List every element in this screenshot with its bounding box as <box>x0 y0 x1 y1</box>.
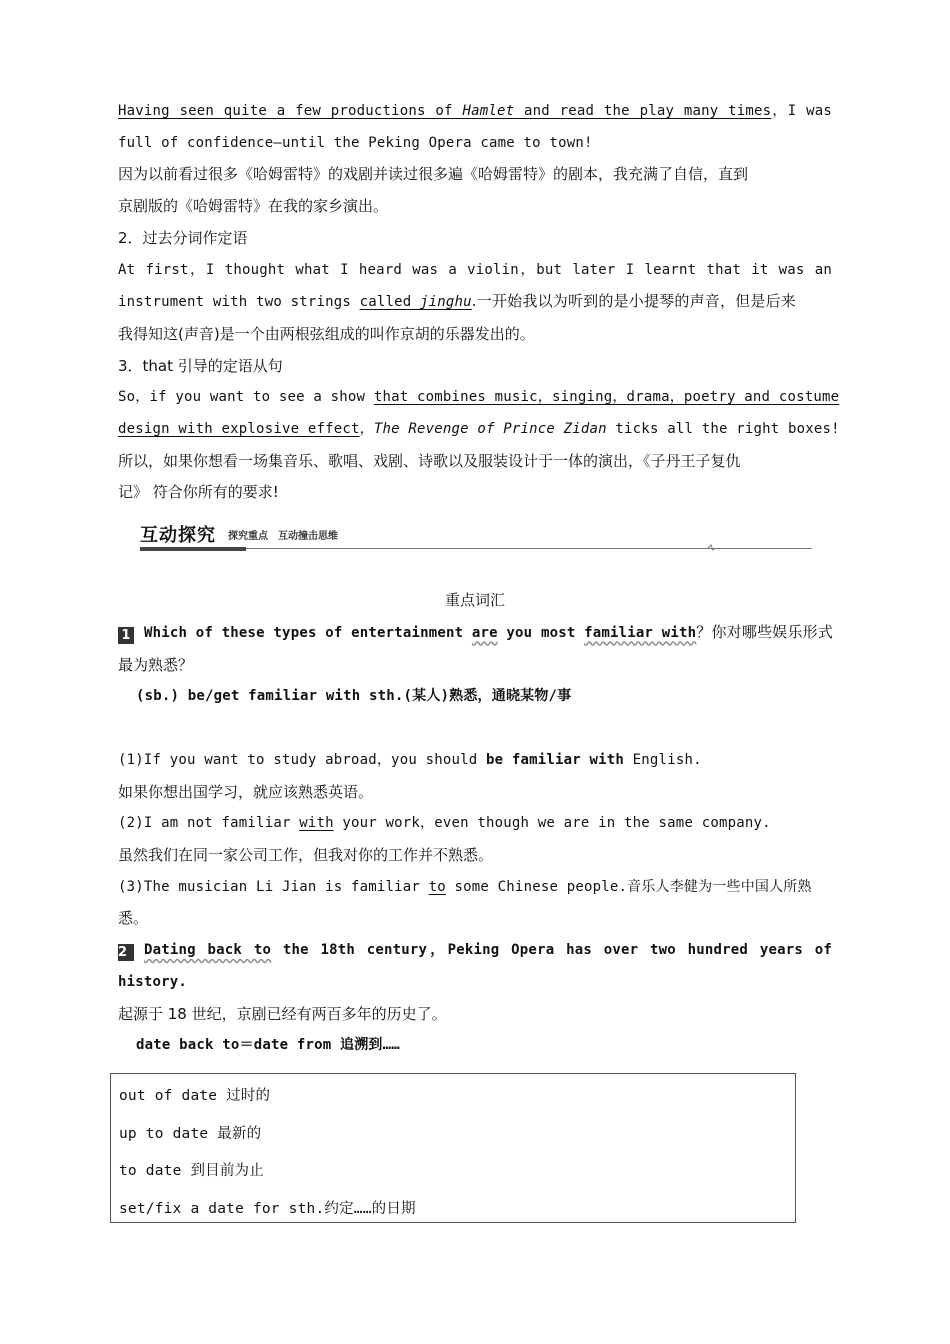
phrase-row: to date 到目前为止 <box>119 1163 264 1179</box>
p3-line2b: ， <box>359 421 374 438</box>
item2-number-badge: 2 <box>118 944 134 961</box>
p3-line2a: design with explosive effect <box>118 421 360 438</box>
spacer <box>118 713 832 745</box>
item1-familiar-with: familiar with <box>584 624 697 641</box>
banner-subtitle: 探究重点 互动撞击思维 <box>228 531 338 543</box>
p1-rest: ，I was <box>771 103 833 119</box>
p2-jinghu: jinghu <box>420 294 472 311</box>
p2-line2d: .一开始我以为听到的是小提琴的声音，但是后来 <box>471 292 796 311</box>
p3-zh2: 记》 符合你所有的要求! <box>118 483 279 502</box>
p1-italic-hamlet: Hamlet <box>462 103 515 119</box>
p3-line2 <box>118 414 840 446</box>
item1-line1 <box>118 617 832 650</box>
p1-underlined2: and read the play many times <box>514 103 772 119</box>
item2-line1 <box>118 935 832 967</box>
banner-notch-icon <box>708 543 716 551</box>
p3-zh1: 所以，如果你想看一场集音乐、歌唱、戏剧、诗歌以及服装设计于一体的演出，《子丹王子复仇 <box>118 451 741 470</box>
item2-usage: date back to＝date from 追溯到…… <box>136 1037 400 1054</box>
item1-line2: 最为熟悉？ <box>118 655 194 674</box>
p1-line2: full of confidence—until the Peking Opera came to town! <box>118 134 593 151</box>
ex1a: (1)If you want to study abroad，you should <box>118 751 486 768</box>
item1-e: ？你对哪些娱乐形式 <box>696 622 834 641</box>
phrase-table <box>110 1073 796 1223</box>
ex3a: (3)The musician Li Jian is familiar <box>118 878 429 895</box>
p1-zh2: 京剧版的《哈姆雷特》在我的家乡演出。 <box>118 197 389 216</box>
item2-line2: history. <box>118 973 188 990</box>
example-2-zh: 虽然我们在同一家公司工作，但我对你的工作并不熟悉。 <box>118 846 494 865</box>
item1-usage: (sb.) be/get familiar with sth.(某人)熟悉，通晓某物/事 <box>136 688 572 705</box>
p1-line1 <box>118 96 832 128</box>
banner-bar <box>140 547 246 551</box>
p3-play-title: The Revenge of Prince Zidan <box>373 421 607 438</box>
phrase-row: set/fix a date for sth.约定……的日期 <box>119 1200 416 1217</box>
p2-line1: At first，I thought what I heard was a violin，but later I learnt that it was an <box>118 261 832 278</box>
example-2 <box>118 808 832 840</box>
heading-3: 3．that 引导的定语从句 <box>118 356 283 375</box>
p2-line3: 我得知这(声音)是一个由两根弦组成的叫作京胡的乐器发出的。 <box>118 324 535 343</box>
ex2c: your work，even though we are in the same company. <box>333 815 771 832</box>
p2-line2a: instrument with two strings <box>118 294 360 311</box>
ex2a: (2)I am not familiar <box>118 815 300 832</box>
ex1c: English. <box>624 751 702 768</box>
p3-line1b: that combines music，singing，drama，poetry and costume <box>373 389 840 406</box>
p3-line1a: So，if you want to see a show <box>118 389 374 406</box>
phrase-row: up to date 最新的 <box>119 1125 262 1142</box>
p3-line2d: ticks all the right boxes! <box>606 421 840 438</box>
item2-b: the 18th century，Peking Opera has over two hundred years of <box>271 942 832 959</box>
section-banner <box>118 521 832 567</box>
item2-zh: 起源于 18 世纪，京剧已经有两百多年的历史了。 <box>118 1004 447 1023</box>
item1-c: you most <box>497 624 585 641</box>
ex3-answer: to <box>428 878 446 895</box>
example-1-zh: 如果你想出国学习，就应该熟悉英语。 <box>118 782 374 801</box>
item2-dating-back-to: Dating back to <box>144 942 272 959</box>
ex1-answer: be familiar with <box>485 751 625 768</box>
item1-number-badge: 1 <box>118 627 134 644</box>
p2-line2 <box>118 286 832 319</box>
ex3c: some Chinese people.音乐人李健为一些中国人所熟 <box>445 878 812 895</box>
banner-title: 互动探究 <box>140 525 216 547</box>
example-3-end: 悉。 <box>118 909 149 928</box>
section-title: 重点词汇 <box>444 591 505 610</box>
example-3 <box>118 872 832 904</box>
item1-are: are <box>471 624 498 641</box>
p3-line1 <box>118 382 840 414</box>
p2-called: called <box>359 294 421 311</box>
document-body <box>118 96 840 1062</box>
example-1 <box>118 745 832 777</box>
item1-a: Which of these types of entertainment <box>144 624 472 641</box>
heading-2: 2．过去分词作定语 <box>118 228 248 247</box>
banner-rule <box>246 548 812 549</box>
ex2-answer: with <box>299 815 334 832</box>
phrase-row: out of date 过时的 <box>119 1088 271 1104</box>
p1-underlined: Having seen quite a few productions of <box>118 103 463 119</box>
p1-zh1: 因为以前看过很多《哈姆雷特》的戏剧并读过很多遍《哈姆雷特》的剧本，我充满了自信，直到 <box>118 165 749 184</box>
